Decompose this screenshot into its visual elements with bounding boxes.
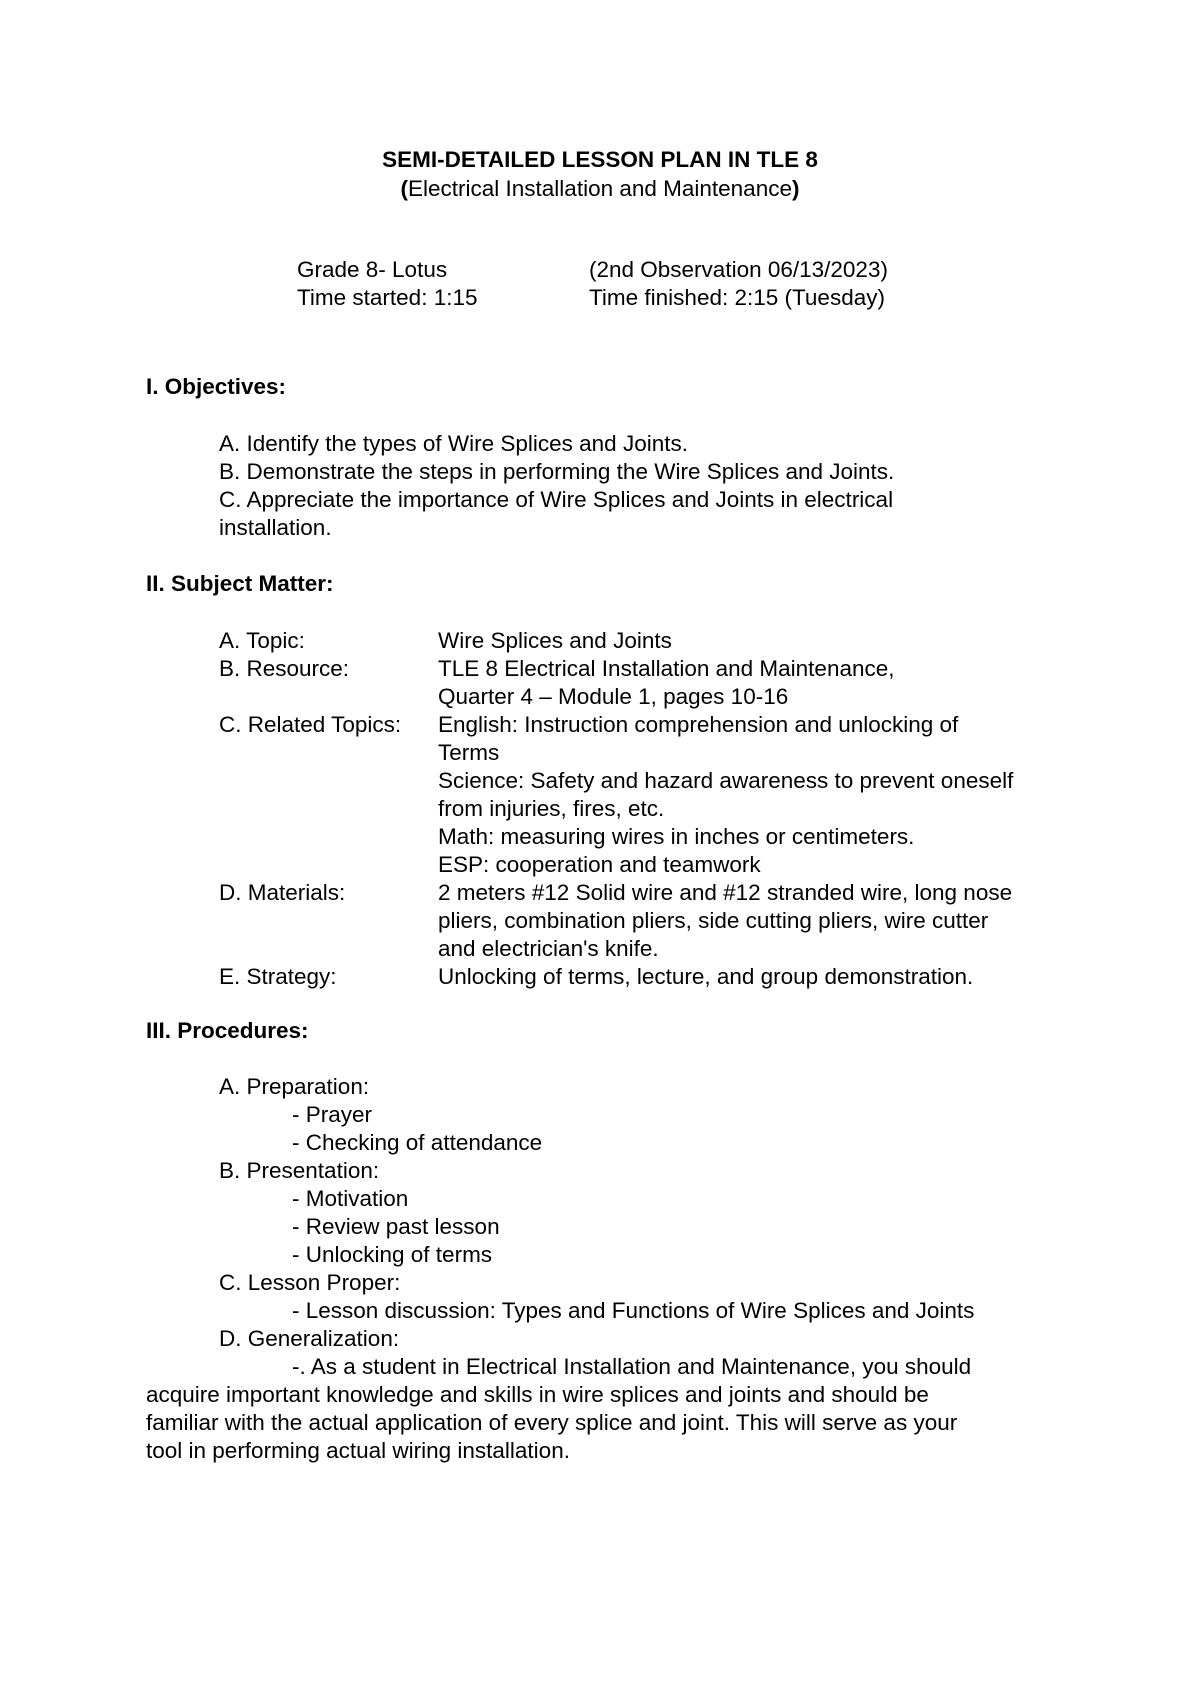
procedures-list (219, 1073, 974, 1353)
materials-line: 2 meters #12 Solid wire and #12 stranded wire, long nose (438, 880, 1013, 905)
resource-row (219, 655, 1013, 711)
materials-line: and electrician's knife. (438, 936, 659, 961)
objective-b: B. Demonstrate the steps in performing the Wire Splices and Joints. (219, 459, 895, 484)
subject-matter-heading: II. Subject Matter: (146, 571, 334, 596)
attendance-item: - Checking of attendance (292, 1130, 543, 1155)
preparation-label: A. Preparation: (219, 1074, 370, 1099)
resource-value-line: Quarter 4 – Module 1, pages 10-16 (438, 684, 789, 709)
objective-c-cont: installation. (219, 515, 332, 540)
generalization-line: familiar with the actual application of every splice and joint. This will serve as your (146, 1410, 958, 1435)
lesson-proper-label: C. Lesson Proper: (219, 1270, 401, 1295)
related-topics-label: C. Related Topics: (219, 712, 402, 737)
generalization-line: -. As a student in Electrical Installation and Maintenance, you should (292, 1354, 972, 1379)
presentation-label: B. Presentation: (219, 1158, 380, 1183)
subtitle-close-paren: ) (791, 176, 800, 201)
time-started: Time started: 1:15 (297, 285, 478, 310)
grade-section: Grade 8- Lotus (297, 257, 448, 282)
resource-value-line: TLE 8 Electrical Installation and Maintenance, (438, 656, 895, 681)
prayer-item: - Prayer (292, 1102, 373, 1127)
objectives-list (219, 430, 894, 542)
related-topic-line: Science: Safety and hazard awareness to prevent oneself (438, 768, 1014, 793)
discussion-item: - Lesson discussion: Types and Functions of Wire Splices and Joints (292, 1298, 975, 1323)
resource-label: B. Resource: (219, 656, 350, 681)
generalization-line: acquire important knowledge and skills in wire splices and joints and should be (146, 1382, 929, 1407)
motivation-item: - Motivation (292, 1186, 409, 1211)
generalization-paragraph (146, 1353, 1066, 1465)
topic-value: Wire Splices and Joints (438, 628, 672, 653)
generalization-line: tool in performing actual wiring installation. (146, 1438, 570, 1463)
strategy-label: E. Strategy: (219, 964, 337, 989)
procedures-heading: III. Procedures: (146, 1018, 309, 1043)
review-item: - Review past lesson (292, 1214, 500, 1239)
strategy-row (219, 963, 1013, 991)
related-topic-line: ESP: cooperation and teamwork (438, 852, 761, 877)
materials-row (219, 879, 1013, 963)
generalization-label: D. Generalization: (219, 1326, 400, 1351)
document-subtitle (0, 175, 1200, 203)
unlocking-item: - Unlocking of terms (292, 1242, 493, 1267)
document-title: SEMI-DETAILED LESSON PLAN IN TLE 8 (382, 147, 818, 172)
related-topics-row (219, 711, 1013, 879)
materials-line: pliers, combination pliers, side cutting pliers, wire cutter (438, 908, 989, 933)
objectives-heading: I. Objectives: (146, 374, 287, 399)
materials-label: D. Materials: (219, 880, 346, 905)
related-topic-line: English: Instruction comprehension and unlocking of (438, 712, 959, 737)
objective-c: C. Appreciate the importance of Wire Splices and Joints in electrical (219, 487, 894, 512)
time-finished: Time finished: 2:15 (Tuesday) (589, 285, 885, 310)
observation-date: (2nd Observation 06/13/2023) (589, 257, 888, 282)
related-topic-line: Math: measuring wires in inches or centimeters. (438, 824, 915, 849)
objective-a: A. Identify the types of Wire Splices and Joints. (219, 431, 688, 456)
topic-row (219, 627, 1013, 655)
subtitle-open-paren: ( (400, 176, 408, 201)
related-topic-line: Terms (438, 740, 500, 765)
related-topic-line: from injuries, fires, etc. (438, 796, 665, 821)
topic-label: A. Topic: (219, 628, 305, 653)
subtitle-text: Electrical Installation and Maintenance (408, 176, 792, 201)
subject-matter-table (219, 627, 1013, 991)
class-info (297, 256, 888, 312)
strategy-value: Unlocking of terms, lecture, and group demonstration. (438, 964, 974, 989)
